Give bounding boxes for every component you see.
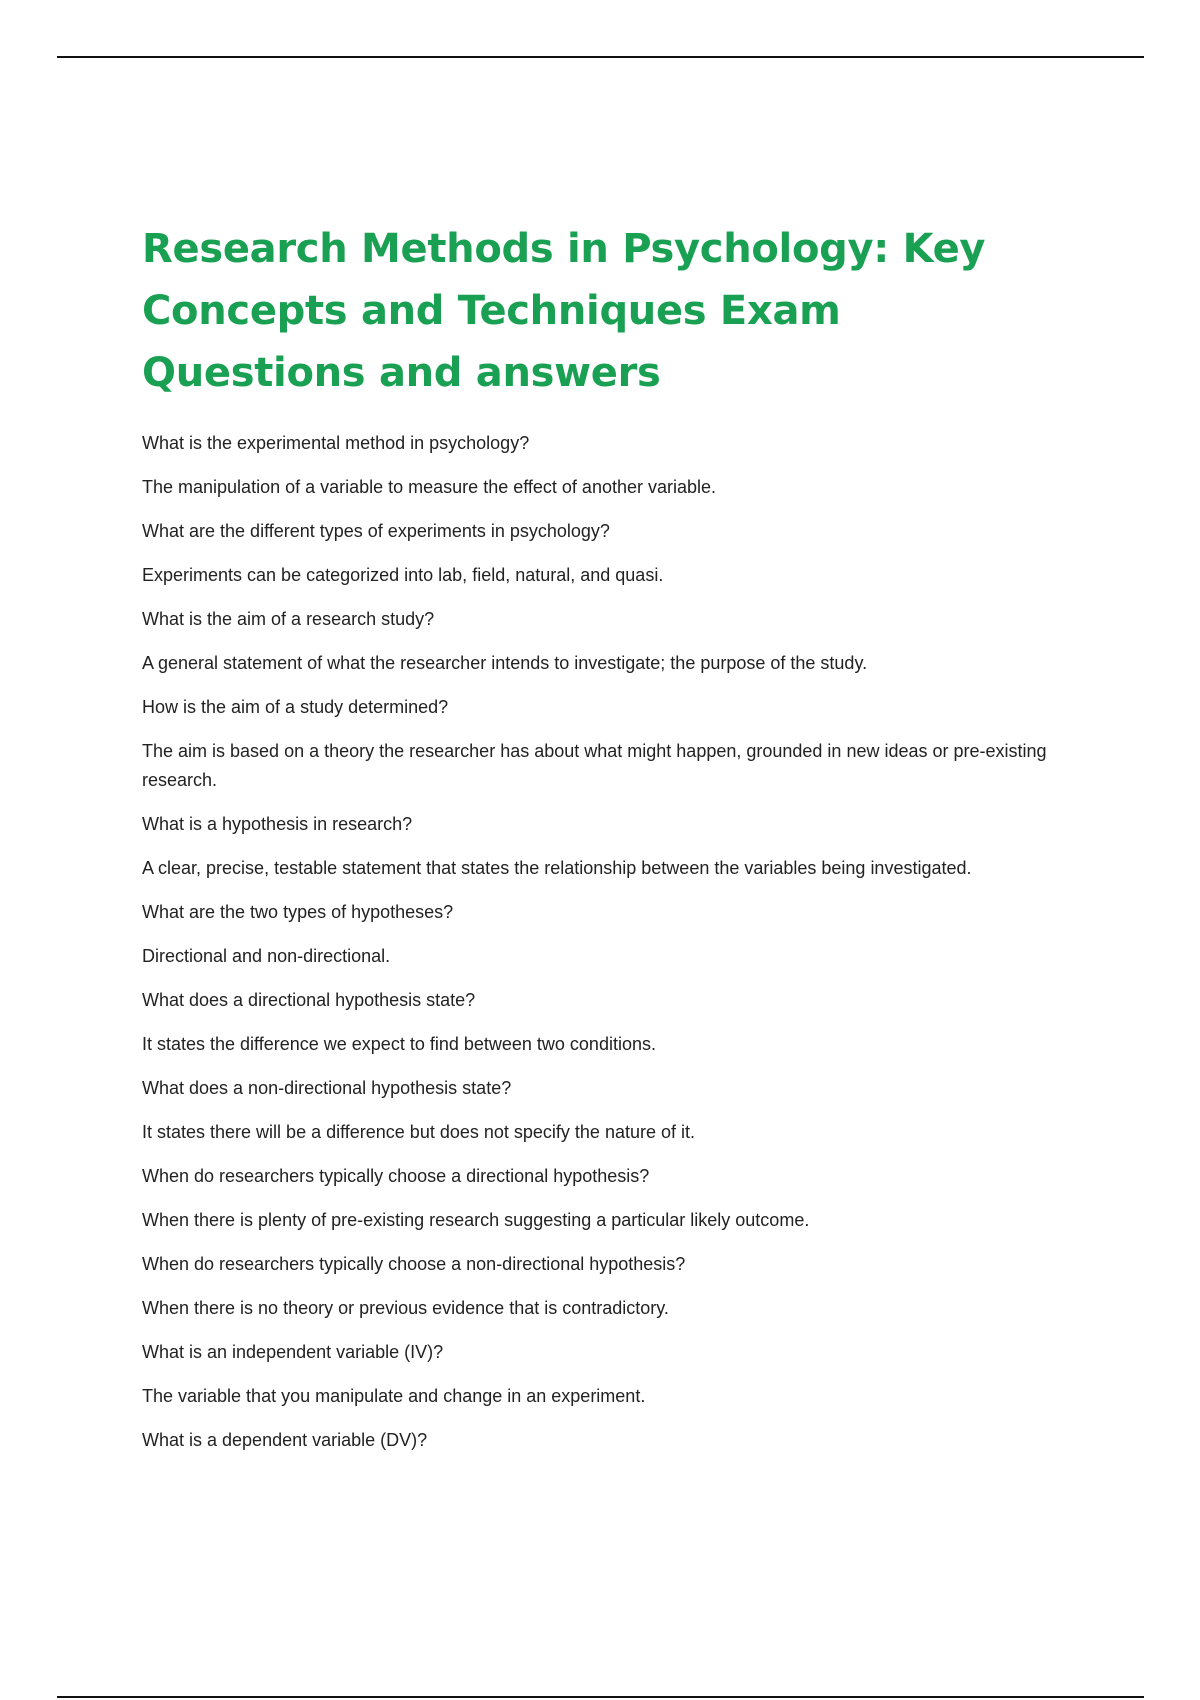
question-line: What are the two types of hypotheses? — [142, 901, 454, 922]
question-line: What is a hypothesis in research? — [142, 813, 413, 834]
question-line: How is the aim of a study determined? — [142, 697, 449, 717]
question-line: What does a non-directional hypothesis state? — [142, 1077, 512, 1098]
answer-line: The variable that you manipulate and change in an experiment. — [142, 1385, 646, 1406]
answer-line: When there is no theory or previous evidence that is contradictory. — [142, 1297, 669, 1318]
answer-line: It states the difference we expect to find between two conditions. — [142, 1033, 656, 1054]
qa-list — [142, 429, 1062, 1454]
answer-line: The manipulation of a variable to measure the effect of another variable. — [142, 477, 717, 497]
question-line: What are the different types of experiments in psychology? — [142, 521, 610, 541]
header-rule — [57, 56, 1144, 58]
question-line: What is a dependent variable (DV)? — [142, 1429, 428, 1450]
answer-line: When there is plenty of pre-existing research suggesting a particular likely outcome. — [142, 1209, 810, 1230]
question-line: When do researchers typically choose a non-directional hypothesis? — [142, 1253, 686, 1274]
question-line: What is the experimental method in psychology? — [142, 433, 530, 453]
question-line: What is the aim of a research study? — [142, 609, 435, 629]
answer-line: A clear, precise, testable statement that states the relationship between the variables being investigated. — [142, 857, 972, 878]
document-body — [142, 218, 1062, 1470]
answer-line: The aim is based on a theory the researcher has about what might happen, grounded in new ideas or pre-existing research. — [142, 741, 1047, 790]
footer-rule — [57, 1696, 1144, 1698]
answer-line: Experiments can be categorized into lab, field, natural, and quasi. — [142, 565, 664, 585]
document-title: Research Methods in Psychology: Key Concepts and Techniques Exam Questions and answers — [142, 226, 986, 396]
question-line: What is an independent variable (IV)? — [142, 1341, 444, 1362]
question-line: When do researchers typically choose a directional hypothesis? — [142, 1165, 650, 1186]
question-line: What does a directional hypothesis state? — [142, 989, 476, 1010]
answer-line: It states there will be a difference but does not specify the nature of it. — [142, 1121, 695, 1142]
answer-line: A general statement of what the researcher intends to investigate; the purpose of the study. — [142, 653, 868, 673]
answer-line: Directional and non-directional. — [142, 945, 391, 966]
